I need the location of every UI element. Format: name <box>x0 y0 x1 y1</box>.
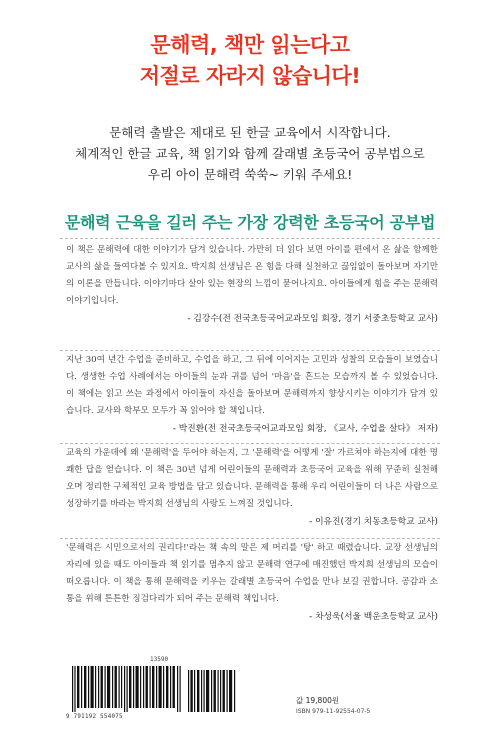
recommendation-author: - 이유진(경기 치동초등학교 교사) <box>309 517 438 527</box>
divider <box>60 238 440 239</box>
recommendation-text: 지난 30여 년간 수업을 준비하고, 수업을 하고, 그 뒤에 이어지는 고민과 성찰의 모습들이 보였습니다. 생생한 수업 사례에서는 아이들의 눈과 귀를 넘어 '마음'을 흔드는 모습까지 볼 수 있었습니다. 이 책에는 읽고 쓰는 과정에서 아이들이 자신을 돌아보며 문해력까지 향상시키는 이야기가 담겨 있습니다. 교사와 학부모 모두가 꼭 읽어야 할 책입니다. <box>66 355 438 416</box>
section-subtitle: 문해력 근육을 길러 주는 가장 강력한 초등국어 공부법 <box>64 213 436 232</box>
recommendation-author: - 차성욱(서울 백운초등학교 교사) <box>309 612 438 622</box>
headline-line-1: 문해력, 책만 읽는다고 <box>150 33 350 57</box>
intro-line-2: 체계적인 한글 교육, 책 읽기와 함께 갈래별 초등국어 공부법으로 <box>75 146 425 161</box>
divider <box>60 443 440 444</box>
divider <box>60 350 440 351</box>
intro-line-3: 우리 아이 문해력 쑥쑥~ 키워 주세요! <box>147 167 353 182</box>
barcode-digits: 9 791192 554075 <box>66 714 123 720</box>
price-code: 13590 <box>150 656 169 663</box>
barcode-block <box>60 656 250 726</box>
recommendation-2 <box>66 352 438 437</box>
price-label: 값 19,800원 <box>296 696 340 705</box>
recommendation-author: - 김강수(전 전국초등국어교과모임 회장, 경기 서중초등학교 교사) <box>187 314 438 324</box>
addon-barcode <box>188 666 238 712</box>
recommendation-1 <box>66 242 438 327</box>
intro-paragraph <box>0 122 500 185</box>
isbn-label: ISBN 979-11-92554-07-5 <box>296 708 371 715</box>
recommendation-text: 교육의 가운데에 왜 '문해력'을 두어야 하는지, 그 '문해력'을 어떻게 '잘' 가르쳐야 하는지에 대한 명쾌한 답을 얻습니다. 이 책은 30년 넘게 어린이들의 문해력과 초등국어 교육을 위해 꾸준히 실천해 오며 정리한 구체적인 교육 방법을 담고 있습니다. 문해력을 통해 우리 어린이들이 더 나은 사람으로 성장하기를 바라는 박지희 선생님의 사랑도 느껴질 것입니다. <box>66 448 438 509</box>
headline <box>0 30 500 92</box>
headline-line-2: 저절로 자라지 않습니다! <box>139 64 361 88</box>
recommendation-3 <box>66 445 438 530</box>
isbn-barcode <box>72 666 182 712</box>
recommendation-4 <box>66 540 438 625</box>
recommendation-text: 이 책은 문해력에 대한 이야기가 담겨 있습니다. 가만히 더 읽다 보면 아이를 편에서 온 삶을 함께한 교사의 삶을 들여다볼 수 있지요. 박지희 선생님은 온 힘을 다해 실천하고 끊임없이 돌아보며 자기만의 이론을 만듭니다. 이야기마다 살아 있는 현장의 느낌이 묻어나지요. 아이들에게 힘을 주는 문해력 이야기입니다. <box>66 245 438 306</box>
recommendation-author: - 박진환(전 전국초등국어교과모임 회장, 《교사, 수업을 살다》 저자) <box>172 424 438 434</box>
divider <box>60 538 440 539</box>
recommendation-text: '문해력은 시민으로서의 권리다!'라는 책 속의 말은 제 머리를 '탕' 하고 때렸습니다. 교장 선생님의 자리에 있을 때도 아이들과 책 읽기를 멈추지 않고 문해력 연구에 매진했던 박지희 선생님의 모습이 떠오릅니다. 이 책을 통해 문해력을 키우는 갈래별 초등국어 수업을 만나 보길 권합니다. 공감과 소통을 위해 튼튼한 징검다리가 되어 주는 문해력 책입니다. <box>66 543 438 604</box>
intro-line-1: 문해력 출발은 제대로 된 한글 교육에서 시작합니다. <box>109 125 391 140</box>
